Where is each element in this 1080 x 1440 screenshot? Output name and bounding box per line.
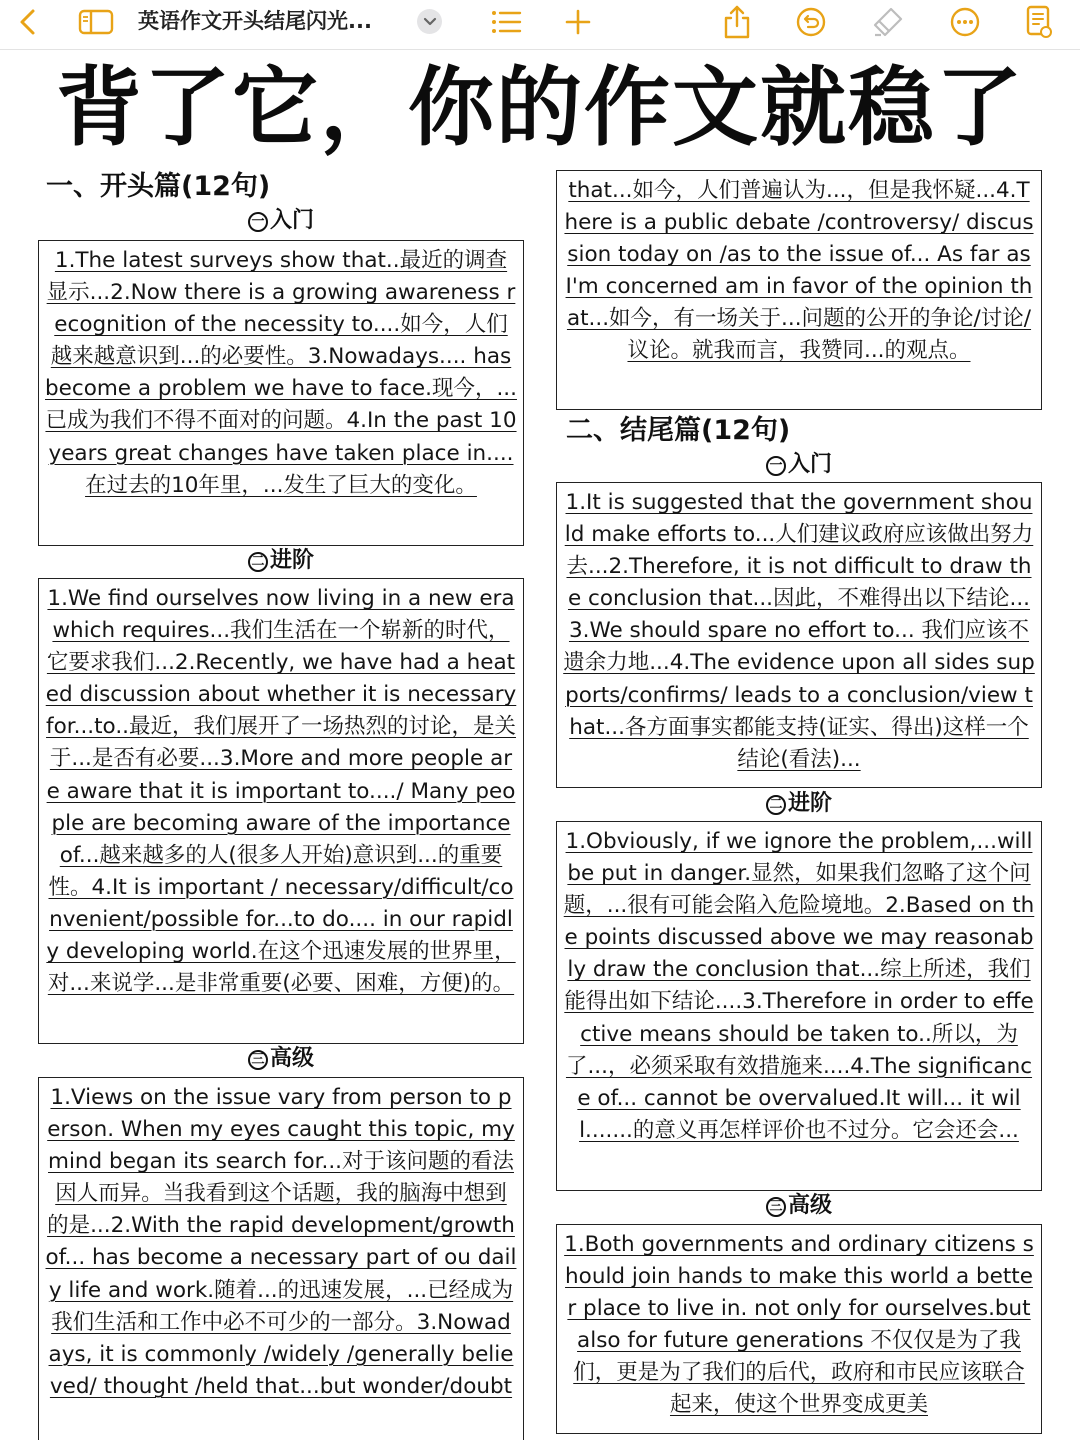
add-icon[interactable]: [560, 0, 596, 44]
opening-level-1-box: [38, 240, 524, 546]
circled-number-badge: 一: [766, 456, 786, 476]
more-icon[interactable]: [946, 0, 984, 44]
opening-level-3-title: [38, 1044, 524, 1074]
level-label: 进阶: [787, 791, 832, 816]
document-title[interactable]: 英语作文开头结尾闪光...: [138, 9, 372, 33]
closing-level-1-text: 1.It is suggested that the government should make efforts to...人们建议政府应该做出努力去...2.Therefore, it is not difficult to draw the conclusion that...因此，不难得出以下结论...3.We should spare no effort to... 我们应该不遗余力地...4.The evidence upon all sides supports/confirms/ leads to a conclusion/view that...各方面事实都能支持(证实、得出)这样一个结论(看法)...: [563, 490, 1035, 772]
closing-level-1-box: [556, 482, 1042, 788]
opening-level-2-box: [38, 578, 524, 1044]
closing-level-1-title: [556, 450, 1042, 480]
level-label: 进阶: [269, 548, 314, 573]
level-label: 高级: [787, 1193, 832, 1218]
circled-number-badge: 三: [248, 1050, 268, 1070]
circled-number-badge: 二: [248, 552, 268, 572]
chevron-down-icon[interactable]: [417, 9, 442, 34]
level-label: 入门: [787, 452, 832, 477]
level-label: 入门: [269, 208, 314, 233]
opening-level-2-title: [38, 546, 524, 576]
undo-icon[interactable]: [792, 0, 830, 44]
opening-continued-text: that...如今，人们普遍认为...，但是我怀疑...4.There is a public debate /controversy/ discussion today on /as to the issue of... As far as I'm concerned am in favor of the opinion that...如今，有一场关于...问题的公开的争论/讨论/议论。就我而言，我赞同...的观点。: [564, 178, 1034, 364]
list-icon[interactable]: [486, 0, 526, 44]
closing-level-2-box: [556, 821, 1042, 1191]
closing-level-3-title: [556, 1191, 1042, 1221]
level-label: 高级: [269, 1046, 314, 1071]
opening-section-title: 一、开头篇(12句): [46, 171, 271, 202]
page-title: 背了它，你的作文就稳了: [56, 58, 1024, 158]
markup-icon[interactable]: [868, 0, 908, 44]
circled-number-badge: 二: [766, 795, 786, 815]
circled-number-badge: 三: [766, 1197, 786, 1217]
back-icon[interactable]: [10, 0, 44, 44]
sidebar-icon[interactable]: [76, 0, 116, 44]
toolbar: [0, 0, 1080, 50]
opening-level-2-text: 1.We find ourselves now living in a new era which requires...我们生活在一个崭新的时代，它要求我们...2.Recently, we have had a heated discussion about whether it is necessary for...to..最近，我们展开了一场热烈的讨论，是关于...是否有必要...3.More and more people are aware that it is important to..../ Many people are becoming aware of the importance of...越来越多的人(很多人开始)意识到...的重要性。4.It is important / necessary/difficult/convenient/possible for...to do.... in our rapidly developing world.在这个迅速发展的世界里，对...来说学...是非常重要(必要、困难，方便)的。: [45, 586, 517, 997]
closing-section-title: 二、结尾篇(12句): [566, 415, 791, 446]
note-icon[interactable]: [1020, 0, 1058, 44]
closing-level-3-box: [556, 1224, 1042, 1434]
circled-number-badge: 一: [248, 212, 268, 232]
opening-level-1-text: 1.The latest surveys show that..最近的调查显示...2.Now there is a growing awareness recognition of the necessity to....如今，人们越来越意识到...的必要性。3.Nowadays.... has become a problem we have to face.现今，...已成为我们不得不面对的问题。4.In the past 10 years great changes have taken place in....在过去的10年里，...发生了巨大的变化。: [45, 248, 517, 498]
opening-level-3-box: [38, 1077, 524, 1440]
closing-level-2-title: [556, 789, 1042, 819]
closing-level-3-text: 1.Both governments and ordinary citizens should join hands to make this world a better place to live in. not only for ourselves.but also for future generations 不仅仅是为了我们，更是为了我们的后代，政府和市民应该联合起来，使这个世界变成更美: [564, 1232, 1034, 1418]
share-icon[interactable]: [718, 0, 756, 44]
opening-level-1-title: [38, 206, 524, 236]
closing-level-2-text: 1.Obviously, if we ignore the problem,...will be put in danger.显然，如果我们忽略了这个问题，...很有可能会陷入危险境地。2.Based on the points discussed above we may reasonably draw the conclusion that...综上所述，我们能得出如下结论....3.Therefore in order to effective means should be taken to..所以，为了...，必须采取有效措施来....4.The significance of... cannot be overvalued.It will... it will.......的意义再怎样评价也不过分。它会还会...: [563, 829, 1035, 1143]
opening-level-3-text: 1.Views on the issue vary from person to person. When my eyes caught this topic, my mind began its search for...对于该问题的看法因人而异。当我看到这个话题，我的脑海中想到的是...2.With the rapid development/growth of... has become a necessary part of ou daily life and work.随着...的迅速发展，...已经成为我们生活和工作中必不可少的一部分。3.Nowadays, it is commonly /widely /generally believed/ thought /held that...but wonder/doubt: [45, 1085, 517, 1399]
opening-continued-box: [556, 170, 1042, 410]
